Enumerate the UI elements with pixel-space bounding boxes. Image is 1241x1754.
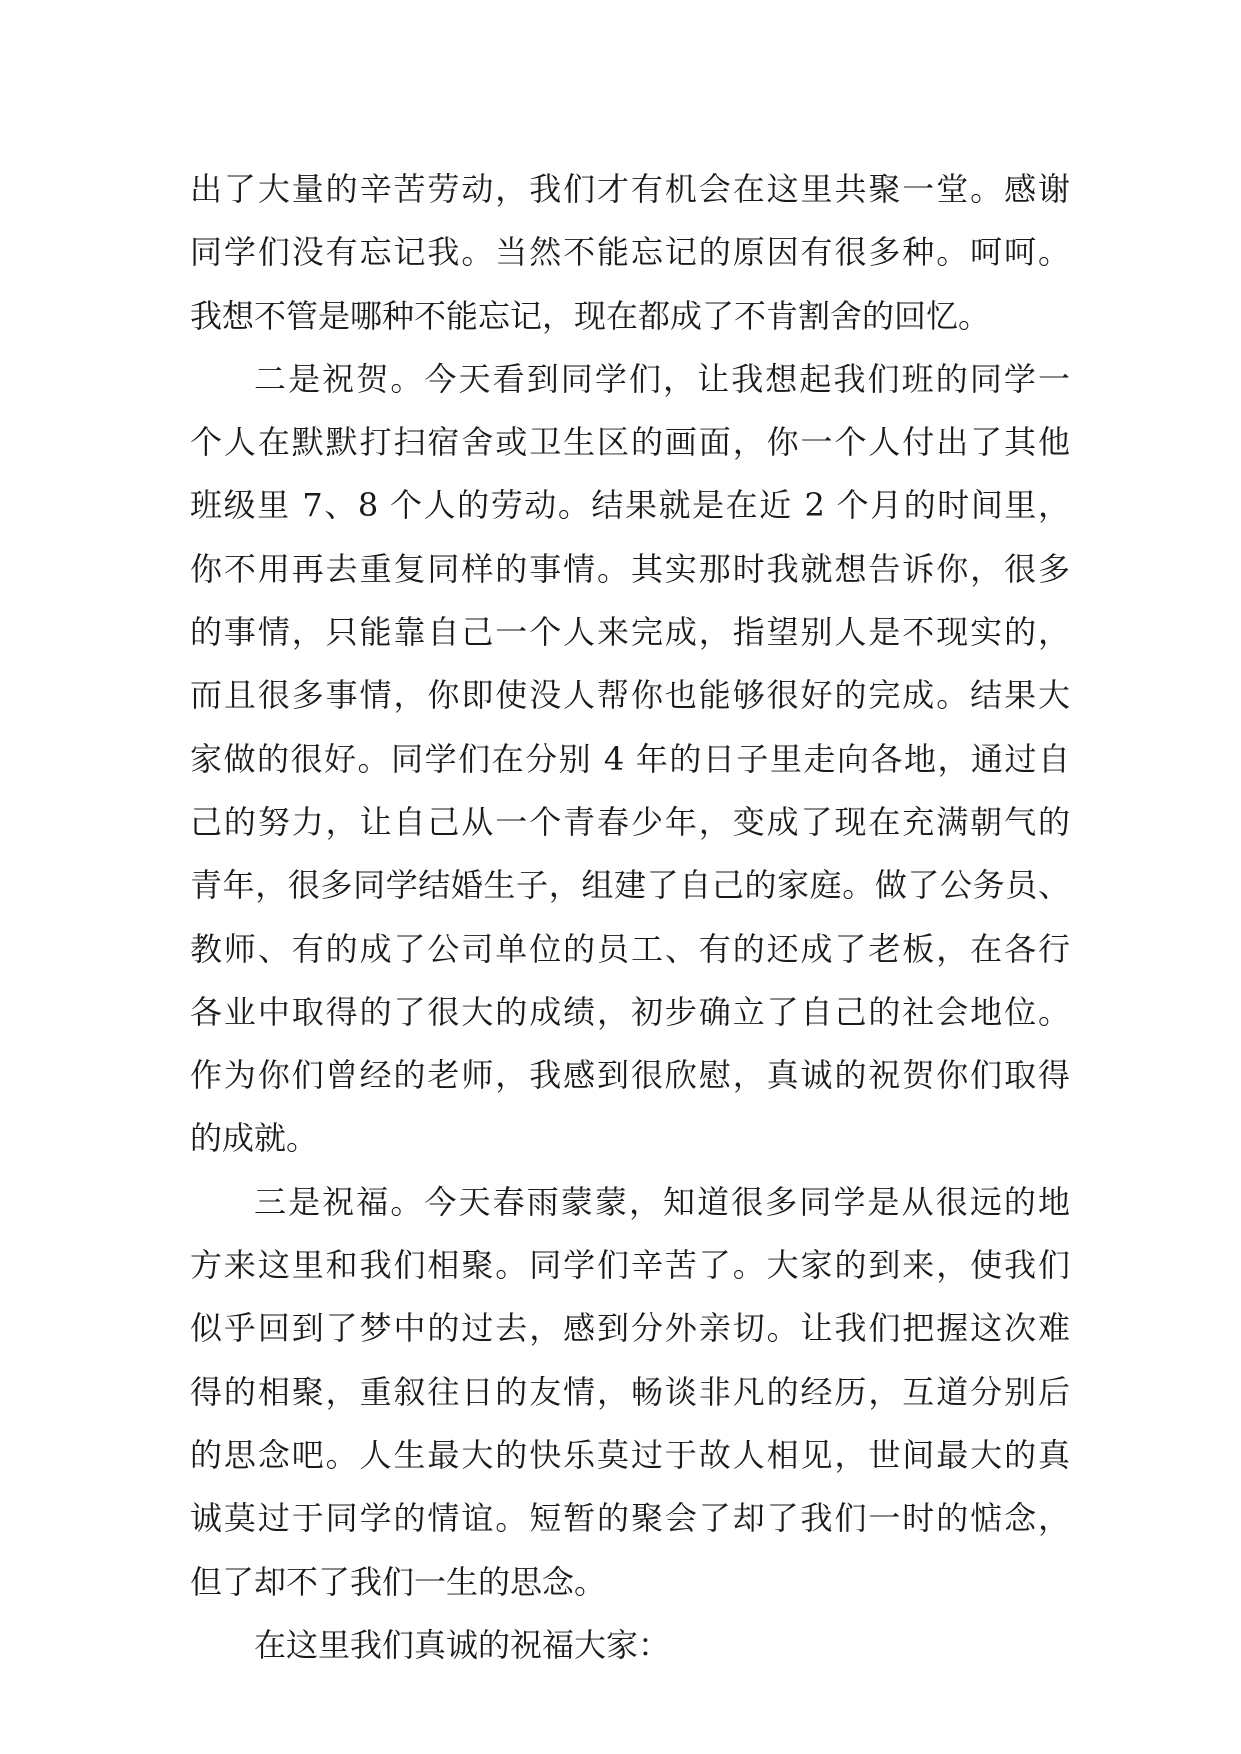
text-line: 出了大量的辛苦劳动，我们才有机会在这里共聚一堂。感谢	[190, 170, 1070, 208]
text-line: 教师、有的成了公司单位的员工、有的还成了老板，在各行	[190, 929, 1070, 968]
paragraph-start-line: 三是祝福。今天春雨蒙蒙，知道很多同学是从很远的地	[254, 1182, 1070, 1221]
text-line: 同学们没有忘记我。当然不能忘记的原因有很多种。呵呵。	[190, 233, 1070, 272]
text-line: 方来这里和我们相聚。同学们辛苦了。大家的到来，使我们	[190, 1246, 1070, 1285]
body-text	[190, 158, 1070, 1677]
text-line: 你不用再去重复同样的事情。其实那时我就想告诉你，很多	[190, 549, 1070, 588]
text-line: 青年，很多同学结婚生子，组建了自己的家庭。做了公务员、	[190, 866, 1070, 905]
text-line: 得的相聚，重叙往日的友情，畅谈非凡的经历，互道分别后	[190, 1372, 1070, 1411]
text-line: 班级里 7、8 个人的劳动。结果就是在近 2 个月的时间里，	[190, 486, 1070, 525]
text-line: 的思念吧。人生最大的快乐莫过于故人相见，世间最大的真	[190, 1435, 1070, 1474]
text-line: 似乎回到了梦中的过去，感到分外亲切。让我们把握这次难	[190, 1309, 1070, 1348]
text-line: 各业中取得的了很大的成绩，初步确立了自己的社会地位。	[190, 992, 1070, 1031]
paragraph-start-line: 二是祝贺。今天看到同学们，让我想起我们班的同学一	[254, 359, 1070, 398]
text-line: 个人在默默打扫宿舍或卫生区的画面，你一个人付出了其他	[190, 423, 1070, 462]
text-line: 家做的很好。同学们在分别 4 年的日子里走向各地，通过自	[190, 739, 1070, 778]
text-line: 的成就。	[190, 1119, 319, 1158]
text-line: 诚莫过于同学的情谊。短暂的聚会了却了我们一时的惦念，	[190, 1499, 1070, 1538]
text-line: 但了却不了我们一生的思念。	[190, 1562, 607, 1601]
text-line: 作为你们曾经的老师，我感到很欣慰，真诚的祝贺你们取得	[190, 1056, 1070, 1095]
text-line: 我想不管是哪种不能忘记，现在都成了不肯割舍的回忆。	[190, 296, 991, 335]
text-line: 而且很多事情，你即使没人帮你也能够很好的完成。结果大	[190, 676, 1070, 715]
text-line: 己的努力，让自己从一个青春少年，变成了现在充满朝气的	[190, 802, 1070, 841]
paragraph-start-line: 在这里我们真诚的祝福大家：	[254, 1625, 671, 1664]
text-line: 的事情，只能靠自己一个人来完成，指望别人是不现实的，	[190, 613, 1070, 652]
